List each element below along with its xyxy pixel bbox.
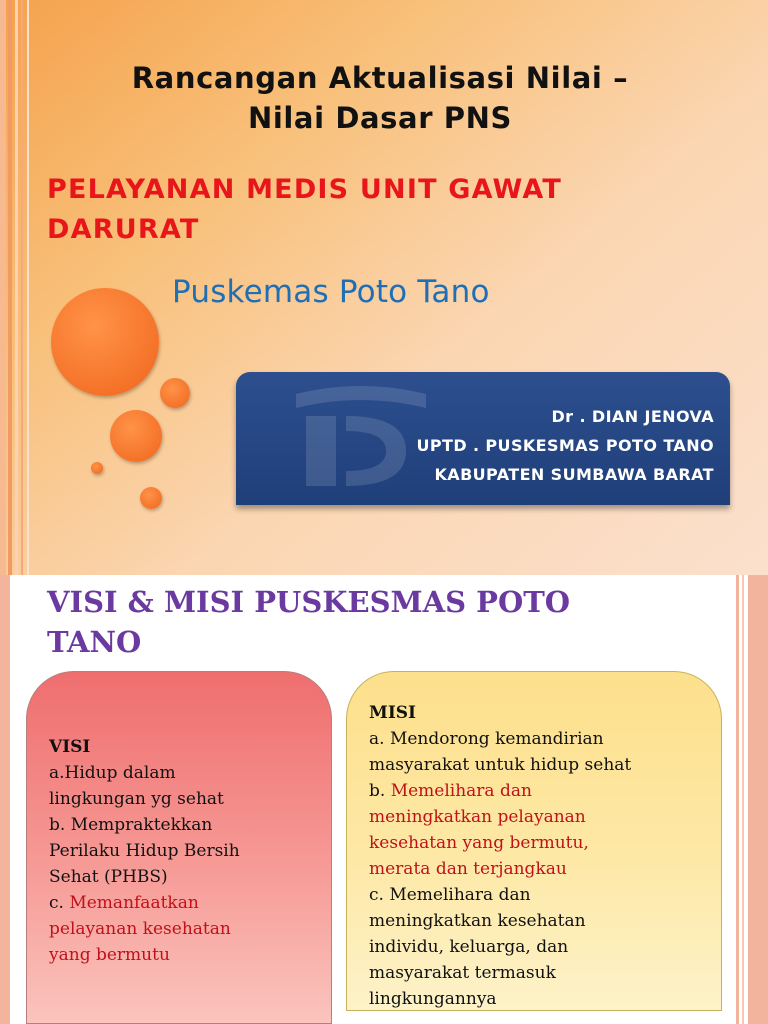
mission-highlight: Memelihara dan meningkatkan pelayanan kesehatan yang bermutu, merata dan terjangkau	[369, 781, 589, 879]
decorative-strip	[0, 575, 10, 1024]
decorative-bar	[0, 0, 6, 575]
watermark-logo-icon	[286, 386, 436, 496]
decorative-circle-small	[140, 487, 162, 509]
decorative-circle-small	[160, 378, 190, 408]
title-line: Nilai Dasar PNS	[247, 101, 513, 135]
decorative-circle-large	[51, 288, 159, 396]
mission-point-c: c. Memelihara dan meningkatkan kesehatan individu, keluarga, dan masyarakat termasuk lingkungannya	[369, 885, 586, 1009]
author-info-box	[236, 372, 730, 505]
decorative-bar	[21, 0, 23, 575]
vision-mission-slide	[0, 575, 768, 1024]
service-title-line: DARURAT	[47, 214, 200, 245]
puskesmas-subtitle: Puskemas Poto Tano	[172, 274, 490, 310]
author-institution: UPTD . PUSKESMAS POTO TANO	[416, 436, 714, 455]
mission-heading: MISI	[369, 703, 416, 723]
vision-card	[26, 671, 332, 1024]
title-line: Rancangan Aktualisasi Nilai –	[131, 61, 629, 95]
presentation-title	[60, 58, 700, 138]
mission-card	[346, 671, 722, 1011]
author-region: KABUPATEN SUMBAWA BARAT	[434, 465, 714, 484]
vision-mission-title	[47, 582, 647, 662]
decorative-strip	[736, 575, 739, 1024]
decorative-circle-tiny	[91, 462, 103, 474]
author-name: Dr . DIAN JENOVA	[551, 407, 714, 426]
decorative-strip	[748, 575, 768, 1024]
vision-points: a.Hidup dalam lingkungan yg sehat b. Mempraktekkan Perilaku Hidup Bersih Sehat (PHBS) c.	[49, 763, 240, 913]
decorative-bar	[15, 0, 18, 575]
vision-highlight: Memanfaatkan pelayanan kesehatan yang bermutu	[49, 893, 231, 965]
decorative-bar	[8, 0, 12, 575]
mission-text	[369, 726, 709, 882]
title-line: TANO	[47, 625, 142, 659]
decorative-bar	[27, 0, 29, 575]
mission-point-a: a. Mendorong kemandirian masyarakat untuk hidup sehat b.	[369, 729, 632, 801]
decorative-strip	[742, 575, 744, 1024]
vision-text	[49, 760, 313, 968]
service-title	[47, 170, 687, 250]
vision-heading: VISI	[49, 737, 91, 757]
decorative-circle-medium	[110, 410, 162, 462]
title-line: VISI & MISI PUSKESMAS POTO	[47, 585, 571, 619]
service-title-line: PELAYANAN MEDIS UNIT GAWAT	[47, 174, 562, 205]
